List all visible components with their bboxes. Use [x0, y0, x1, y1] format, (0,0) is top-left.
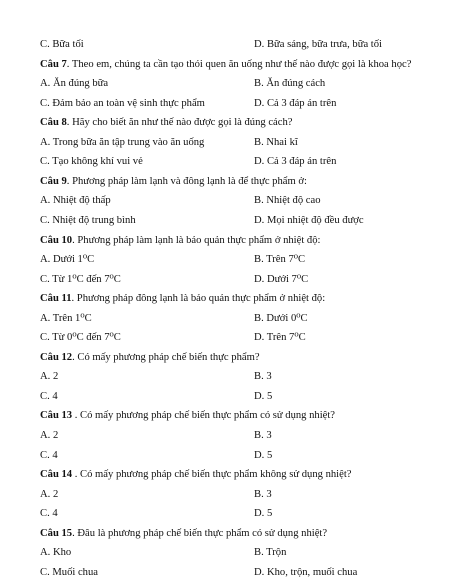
answer-option-right: B. Nhiệt độ cao — [254, 195, 321, 206]
answer-option-right: D. Cả 3 đáp án trên — [254, 156, 337, 167]
question-text: . Đâu là phương pháp chế biến thực phẩm có sử dụng nhiệt? — [72, 528, 328, 539]
answer-row — [40, 329, 420, 347]
question-line — [40, 56, 420, 74]
question-label: Câu 12 — [40, 352, 73, 363]
question-label: Câu 11 — [40, 293, 72, 304]
answer-row — [40, 505, 420, 523]
answer-row — [40, 251, 420, 269]
question-label: Câu 8 — [40, 117, 67, 128]
answer-option-right: D. Dưới 7⁰C — [254, 274, 309, 285]
answer-option-left: A. 2 — [40, 489, 59, 500]
answer-row — [40, 388, 420, 406]
question-text: . Phương pháp làm lạnh là bảo quản thực phẩm ở nhiệt độ: — [72, 235, 321, 246]
question-label: Câu 15 — [40, 528, 73, 539]
answer-option-right: B. Ăn đúng cách — [254, 78, 326, 89]
question-text: . Phương pháp đông lạnh là bảo quản thực phẩm ở nhiệt độ: — [71, 293, 326, 304]
question-text: . Phương pháp làm lạnh và đông lạnh là để thực phẩm ở: — [66, 176, 307, 187]
question-text: . Theo em, chúng ta cần tạo thói quen ăn uống như thế nào được gọi là khoa học? — [66, 59, 412, 70]
answer-option-left: C. Nhiệt độ trung bình — [40, 215, 136, 226]
answer-option-left: C. Bữa tối — [40, 39, 84, 50]
question-line — [40, 114, 420, 132]
answer-row — [40, 212, 420, 230]
answer-option-right: B. 3 — [254, 489, 272, 500]
answer-option-right: D. 5 — [254, 450, 273, 461]
answer-option-right: B. Dưới 0⁰C — [254, 313, 308, 324]
answer-option-left: C. 4 — [40, 450, 58, 461]
question-line — [40, 173, 420, 191]
answer-option-right: B. Trên 7⁰C — [254, 254, 306, 265]
answer-option-right: B. Nhai kĩ — [254, 137, 298, 148]
answer-option-left: C. Đảm bảo an toàn vệ sinh thực phẩm — [40, 98, 205, 109]
answer-option-left: C. 4 — [40, 508, 58, 519]
answer-option-right: B. 3 — [254, 430, 272, 441]
answer-option-right: D. Trên 7⁰C — [254, 332, 306, 343]
answer-row — [40, 153, 420, 171]
question-text: . Có mấy phương pháp chế biến thực phẩm? — [72, 352, 260, 363]
question-text: . Có mấy phương pháp chế biến thực phẩm có sử dụng nhiệt? — [72, 410, 335, 421]
answer-option-left: A. Ăn đúng bữa — [40, 78, 109, 89]
answer-option-left: C. Từ 0⁰C đến 7⁰C — [40, 332, 121, 343]
answer-option-left: A. 2 — [40, 371, 59, 382]
answer-option-right: D. 5 — [254, 391, 273, 402]
question-label: Câu 13 — [40, 410, 73, 421]
question-text: . Có mấy phương pháp chế biến thực phẩm không sử dụng nhiệt? — [72, 469, 352, 480]
answer-option-right: D. Kho, trộn, muối chua — [254, 567, 358, 578]
answer-option-right: B. 3 — [254, 371, 272, 382]
question-label: Câu 9 — [40, 176, 67, 187]
question-line — [40, 349, 420, 367]
question-line — [40, 232, 420, 250]
answer-row — [40, 447, 420, 465]
answer-row — [40, 75, 420, 93]
answer-row — [40, 427, 420, 445]
answer-row — [40, 36, 420, 54]
answer-option-right: D. Cả 3 đáp án trên — [254, 98, 337, 109]
question-label: Câu 14 — [40, 469, 73, 480]
answer-option-left: C. Muối chua — [40, 567, 98, 578]
answer-row — [40, 310, 420, 328]
answer-row — [40, 192, 420, 210]
answer-option-left: A. Trong bữa ăn tập trung vào ăn uống — [40, 137, 205, 148]
answer-option-left: A. Nhiệt độ thấp — [40, 195, 111, 206]
question-line — [40, 407, 420, 425]
answer-option-left: C. Từ 1⁰C đến 7⁰C — [40, 274, 121, 285]
answer-option-left: A. Dưới 1⁰C — [40, 254, 95, 265]
question-line — [40, 466, 420, 484]
answer-option-left: C. 4 — [40, 391, 58, 402]
answer-row — [40, 134, 420, 152]
answer-row — [40, 95, 420, 113]
answer-option-left: A. Trên 1⁰C — [40, 313, 92, 324]
answer-row — [40, 271, 420, 289]
answer-row — [40, 486, 420, 504]
question-line — [40, 525, 420, 543]
answer-option-right: D. 5 — [254, 508, 273, 519]
answer-option-left: C. Tạo không khí vui vẻ — [40, 156, 143, 167]
answer-option-right: B. Trộn — [254, 547, 287, 558]
answer-option-left: A. 2 — [40, 430, 59, 441]
question-label: Câu 7 — [40, 59, 67, 70]
answer-option-right: D. Mọi nhiệt độ đều được — [254, 215, 364, 226]
question-line — [40, 290, 420, 308]
answer-option-right: D. Bữa sáng, bữa trưa, bữa tối — [254, 39, 382, 50]
question-label: Câu 10 — [40, 235, 73, 246]
answer-row — [40, 368, 420, 386]
question-text: . Hãy cho biết ăn như thế nào được gọi là đúng cách? — [66, 117, 293, 128]
answer-row — [40, 564, 420, 582]
answer-row — [40, 544, 420, 562]
answer-option-left: A. Kho — [40, 547, 72, 558]
